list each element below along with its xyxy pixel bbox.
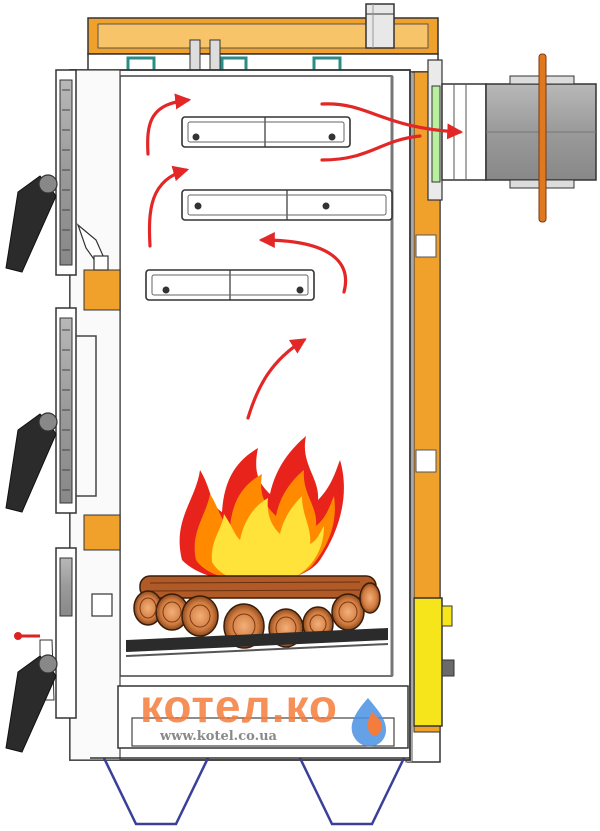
top-chimney-stub [366, 4, 394, 48]
baffle-upper [182, 117, 350, 147]
baffle-middle [182, 190, 392, 220]
ash-door-handle [6, 655, 57, 752]
logo-text: котел.ко [140, 680, 338, 732]
middle-door-handle [6, 413, 57, 512]
upper-door-handle [6, 175, 57, 272]
control-box [414, 598, 454, 726]
support-legs [104, 758, 404, 824]
boiler-body [70, 70, 410, 760]
logo-url: www.kotel.co.ua [160, 729, 277, 744]
damper-rod [539, 54, 546, 222]
baffle-lower [146, 270, 314, 300]
